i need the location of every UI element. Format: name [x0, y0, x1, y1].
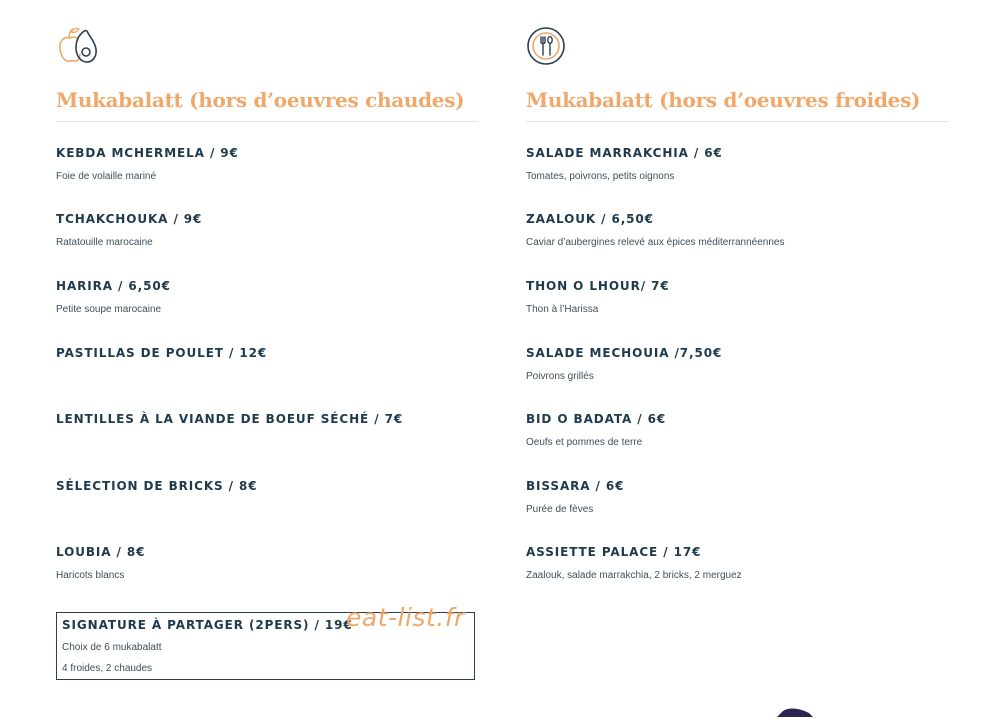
item-name: BID O BADATA / 6€: [526, 412, 667, 426]
item-description: Thon à l’Harissa: [526, 304, 599, 315]
signature-description: Choix de 6 mukabalatt: [62, 642, 162, 653]
menu-item: [56, 346, 478, 360]
item-name: SÉLECTION DE BRICKS / 8€: [56, 479, 258, 493]
menu-item: [56, 479, 478, 493]
item-description: Haricots blancs: [56, 570, 125, 581]
menu-item: [56, 545, 478, 581]
section-title: Mukabalatt (hors d’oeuvres froides): [526, 88, 921, 112]
menu-item: [526, 412, 948, 448]
item-name: PASTILLAS DE POULET / 12€: [56, 346, 268, 360]
item-description: Tomates, poivrons, petits oignons: [526, 171, 675, 182]
item-description: Ratatouille marocaine: [56, 237, 153, 248]
item-name: SALADE MECHOUIA /7,50€: [526, 346, 723, 360]
item-description: Zaalouk, salade marrakchia, 2 bricks, 2 merguez: [526, 570, 742, 581]
item-name: ZAALOUK / 6,50€: [526, 212, 654, 226]
menu-item: [526, 479, 948, 515]
menu-item: [56, 146, 478, 182]
item-description: Purée de fèves: [526, 504, 594, 515]
item-name: KEBDA MCHERMELA / 9€: [56, 146, 239, 160]
watermark: eat-list.fr: [346, 603, 465, 632]
menu-item: [526, 279, 948, 315]
plate-cutlery-icon: [526, 24, 570, 68]
item-name: LENTILLES À LA VIANDE DE BOEUF SÉCHÉ / 7€: [56, 412, 404, 426]
item-name: TCHAKCHOUKA / 9€: [56, 212, 203, 226]
item-name: BISSARA / 6€: [526, 479, 625, 493]
menu-item: [526, 146, 948, 182]
item-name: HARIRA / 6,50€: [56, 279, 171, 293]
item-name: ASSIETTE PALACE / 17€: [526, 545, 702, 559]
menu-item: [526, 545, 948, 581]
menu-item: [56, 279, 478, 315]
item-name: LOUBIA / 8€: [56, 545, 146, 559]
section-divider: [56, 121, 478, 122]
item-description: Oeufs et pommes de terre: [526, 437, 643, 448]
section-divider: [526, 121, 948, 122]
menu-item: [526, 212, 948, 248]
item-description: Caviar d’aubergines relevé aux épices méditerrannéennes: [526, 237, 785, 248]
signature-description-secondary: 4 froides, 2 chaudes: [62, 663, 153, 674]
item-description: Petite soupe marocaine: [56, 304, 162, 315]
item-description: Foie de volaille mariné: [56, 171, 157, 182]
section-title: Mukabalatt (hors d’oeuvres chaudes): [56, 88, 465, 112]
avocado-icon: [56, 24, 100, 68]
item-description: Poivrons grillés: [526, 371, 594, 382]
item-name: THON O LHOUR/ 7€: [526, 279, 670, 293]
menu-item: [56, 212, 478, 248]
signature-name: SIGNATURE À PARTAGER (2PERS) / 19€: [62, 618, 353, 632]
menu-item: [526, 346, 948, 382]
menu-item: [56, 412, 478, 426]
item-name: SALADE MARRAKCHIA / 6€: [526, 146, 723, 160]
corner-decoration: [775, 704, 815, 716]
